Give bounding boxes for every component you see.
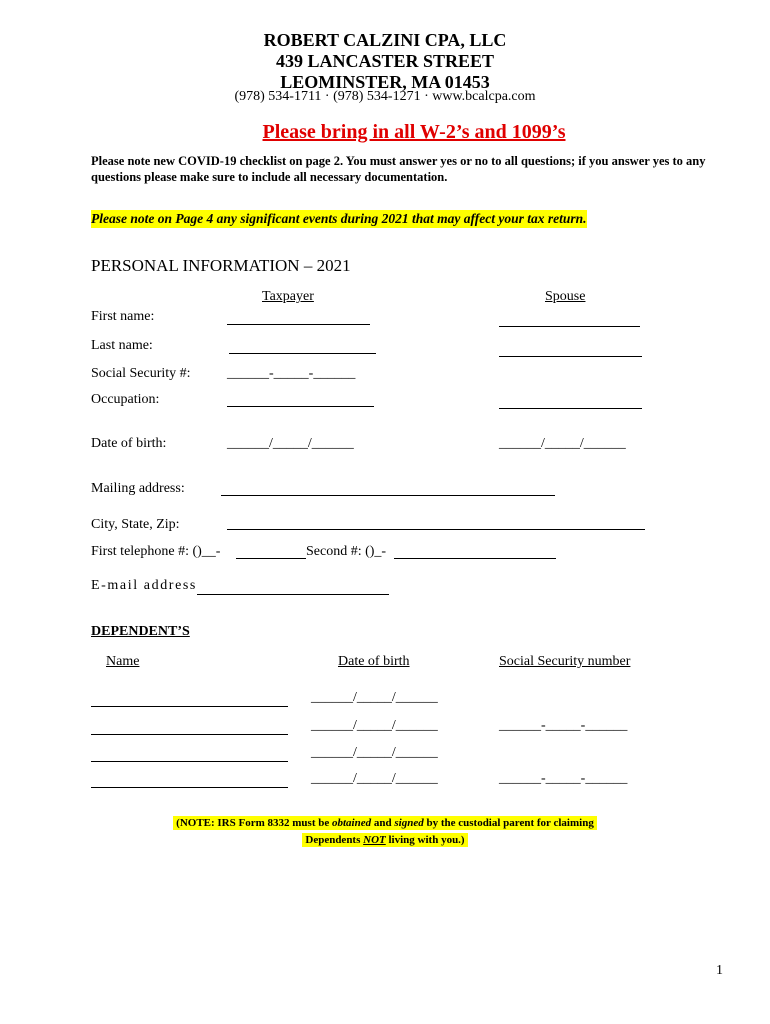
dependent-1-name-field[interactable] [91, 706, 288, 707]
dependent-4-name-field[interactable] [91, 787, 288, 788]
dependent-name-header: Name [106, 654, 140, 669]
city-state-zip-field[interactable] [227, 529, 645, 530]
spouse-last-name-field[interactable] [499, 356, 642, 357]
spouse-first-name-field[interactable] [499, 326, 640, 327]
dependent-ssn-field-a[interactable]: ______-_____-______ [499, 718, 628, 733]
taxpayer-header: Taxpayer [262, 289, 314, 304]
email-field[interactable] [197, 594, 389, 595]
company-street: 439 LANCASTER STREET [275, 51, 495, 71]
form-8332-note: (NOTE: IRS Form 8332 must be obtained and signed by the custodial parent for claiming Dependents NOT living with you.) [0, 815, 770, 849]
first-telephone-label: First telephone #: ()__- [91, 544, 221, 559]
dependent-ssn-header: Social Security number [499, 654, 631, 669]
spouse-dob-field[interactable]: ______/_____/______ [499, 436, 626, 451]
mailing-address-label: Mailing address: [91, 481, 185, 496]
reminder-heading: Please bring in all W-2’s and 1099’s [262, 121, 566, 143]
dependent-1-dob-field[interactable]: ______/_____/______ [311, 690, 438, 705]
occupation-label: Occupation: [91, 392, 160, 407]
events-note: Please note on Page 4 any significant events during 2021 that may affect your tax return. [91, 211, 587, 226]
covid-note: Please note new COVID-19 checklist on page 2. You must answer yes or no to all questions; if you answer yes to any questions please make sure to include all necessary documentation. [91, 154, 706, 184]
second-telephone-field[interactable] [394, 558, 556, 559]
page-number: 1 [716, 963, 723, 978]
ssn-label: Social Security #: [91, 366, 191, 381]
last-name-label: Last name: [91, 338, 153, 353]
first-name-label: First name: [91, 309, 155, 324]
personal-info-title: PERSONAL INFORMATION – 2021 [91, 256, 351, 275]
company-name: ROBERT CALZINI CPA, LLC [263, 30, 507, 50]
dependent-dob-header: Date of birth [338, 654, 410, 669]
spouse-occupation-field[interactable] [499, 408, 642, 409]
first-telephone-field[interactable] [236, 558, 306, 559]
taxpayer-last-name-field[interactable] [229, 353, 376, 354]
dependent-2-name-field[interactable] [91, 734, 288, 735]
taxpayer-dob-field[interactable]: ______/_____/______ [227, 436, 354, 451]
dependent-4-dob-field[interactable]: ______/_____/______ [311, 771, 438, 786]
taxpayer-ssn-field[interactable]: ______-_____-______ [227, 366, 356, 381]
dependent-2-dob-field[interactable]: ______/_____/______ [311, 718, 438, 733]
second-telephone-label: Second #: ()_- [306, 544, 387, 559]
dependent-3-dob-field[interactable]: ______/_____/______ [311, 745, 438, 760]
spouse-header: Spouse [545, 289, 586, 304]
taxpayer-occupation-field[interactable] [227, 406, 374, 407]
dependents-title: DEPENDENT’S [91, 624, 190, 639]
email-label: E-mail address [91, 578, 197, 593]
dependent-3-name-field[interactable] [91, 761, 288, 762]
company-city: LEOMINSTER, MA 01453 [280, 72, 490, 92]
city-state-zip-label: City, State, Zip: [91, 517, 180, 532]
dependent-ssn-field-b[interactable]: ______-_____-______ [499, 771, 628, 786]
dob-label: Date of birth: [91, 436, 167, 451]
company-contact: (978) 534-1711 · (978) 534-1271 · www.bcalcpa.com [234, 89, 536, 104]
taxpayer-first-name-field[interactable] [227, 324, 370, 325]
mailing-address-field[interactable] [221, 495, 555, 496]
